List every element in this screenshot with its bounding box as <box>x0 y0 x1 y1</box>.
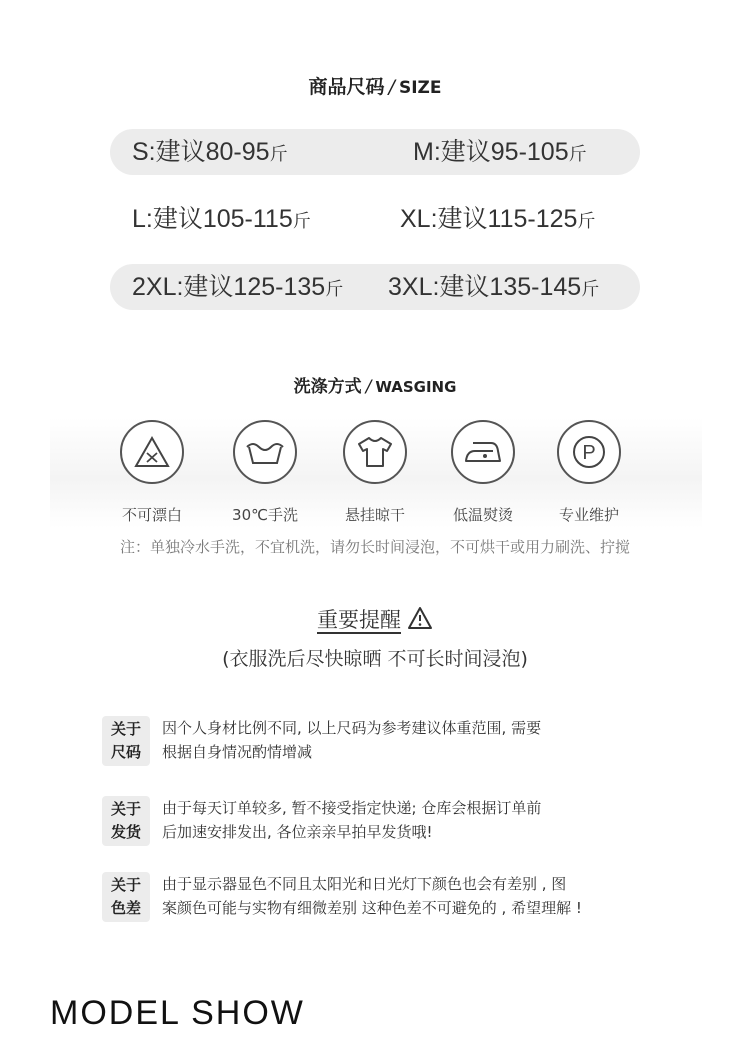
size-2xl: 2XL:建议125-135斤 <box>132 273 344 301</box>
size-title-separator: / <box>388 76 395 98</box>
reminder-title-text: 重要提醒 <box>317 608 401 632</box>
size-row-2 <box>110 196 640 242</box>
wash-title-separator: / <box>365 377 372 397</box>
wash-item-professional <box>534 420 644 525</box>
professional-care-icon <box>557 420 621 484</box>
size-title-en: SIZE <box>398 78 442 98</box>
wash-item-low-iron <box>428 420 538 525</box>
reminder-subtitle: (衣服洗后尽快晾晒 不可长时间浸泡) <box>222 648 528 670</box>
info-text: 由于每天订单较多, 暂不接受指定快递; 仓库会根据订单前 后加速安排发出, 各位亲亲早拍早发货哦! <box>162 799 542 841</box>
info-tag: 关于 色差 <box>102 872 150 922</box>
size-m: M:建议95-105斤 <box>413 138 587 166</box>
size-row-1 <box>110 129 640 175</box>
size-xl: XL:建议115-125斤 <box>400 205 596 233</box>
svg-text:P: P <box>582 442 596 464</box>
wash-title-en: WASGING <box>375 378 457 396</box>
wash-label: 30℃手洗 <box>232 506 298 524</box>
size-row-3 <box>110 264 640 310</box>
size-s: S:建议80-95斤 <box>132 138 288 166</box>
size-l: L:建议105-115斤 <box>132 205 311 233</box>
wash-label: 低温熨烫 <box>452 506 513 524</box>
size-3xl: 3XL:建议135-145斤 <box>388 273 600 301</box>
wash-section-title <box>0 372 750 397</box>
wash-item-no-bleach <box>97 420 207 525</box>
low-iron-icon <box>451 420 515 484</box>
size-section-title <box>0 72 750 99</box>
size-title-cn: 商品尺码 <box>308 76 385 98</box>
info-tag: 关于 发货 <box>102 796 150 846</box>
info-tag: 关于 尺码 <box>102 716 150 766</box>
model-show-heading: MODEL SHOW <box>50 994 305 1032</box>
info-text: 因个人身材比例不同, 以上尺码为参考建议体重范围, 需要 根据自身情况酌情增减 <box>162 719 542 761</box>
wash-item-hang-dry <box>320 420 430 525</box>
hang-dry-icon <box>343 420 407 484</box>
wash-item-hand-wash <box>210 420 320 525</box>
no-bleach-icon <box>120 420 184 484</box>
wash-note: 注：单独冷水手洗，不宜机洗，请勿长时间浸泡，不可烘干或用力刷洗、拧搅 <box>119 538 630 556</box>
wash-label: 专业维护 <box>558 506 619 524</box>
wash-label: 不可漂白 <box>121 506 182 524</box>
warning-icon <box>407 606 433 630</box>
wash-title-cn: 洗涤方式 <box>293 377 362 397</box>
wash-label: 悬挂晾干 <box>344 506 405 524</box>
reminder-title <box>0 604 750 634</box>
info-text: 由于显示器显色不同且太阳光和日光灯下颜色也会有差别 , 图 案颜色可能与实物有细微差别 这种色差不可避免的 , 希望理解 ! <box>162 875 582 917</box>
hand-wash-30-icon <box>233 420 297 484</box>
